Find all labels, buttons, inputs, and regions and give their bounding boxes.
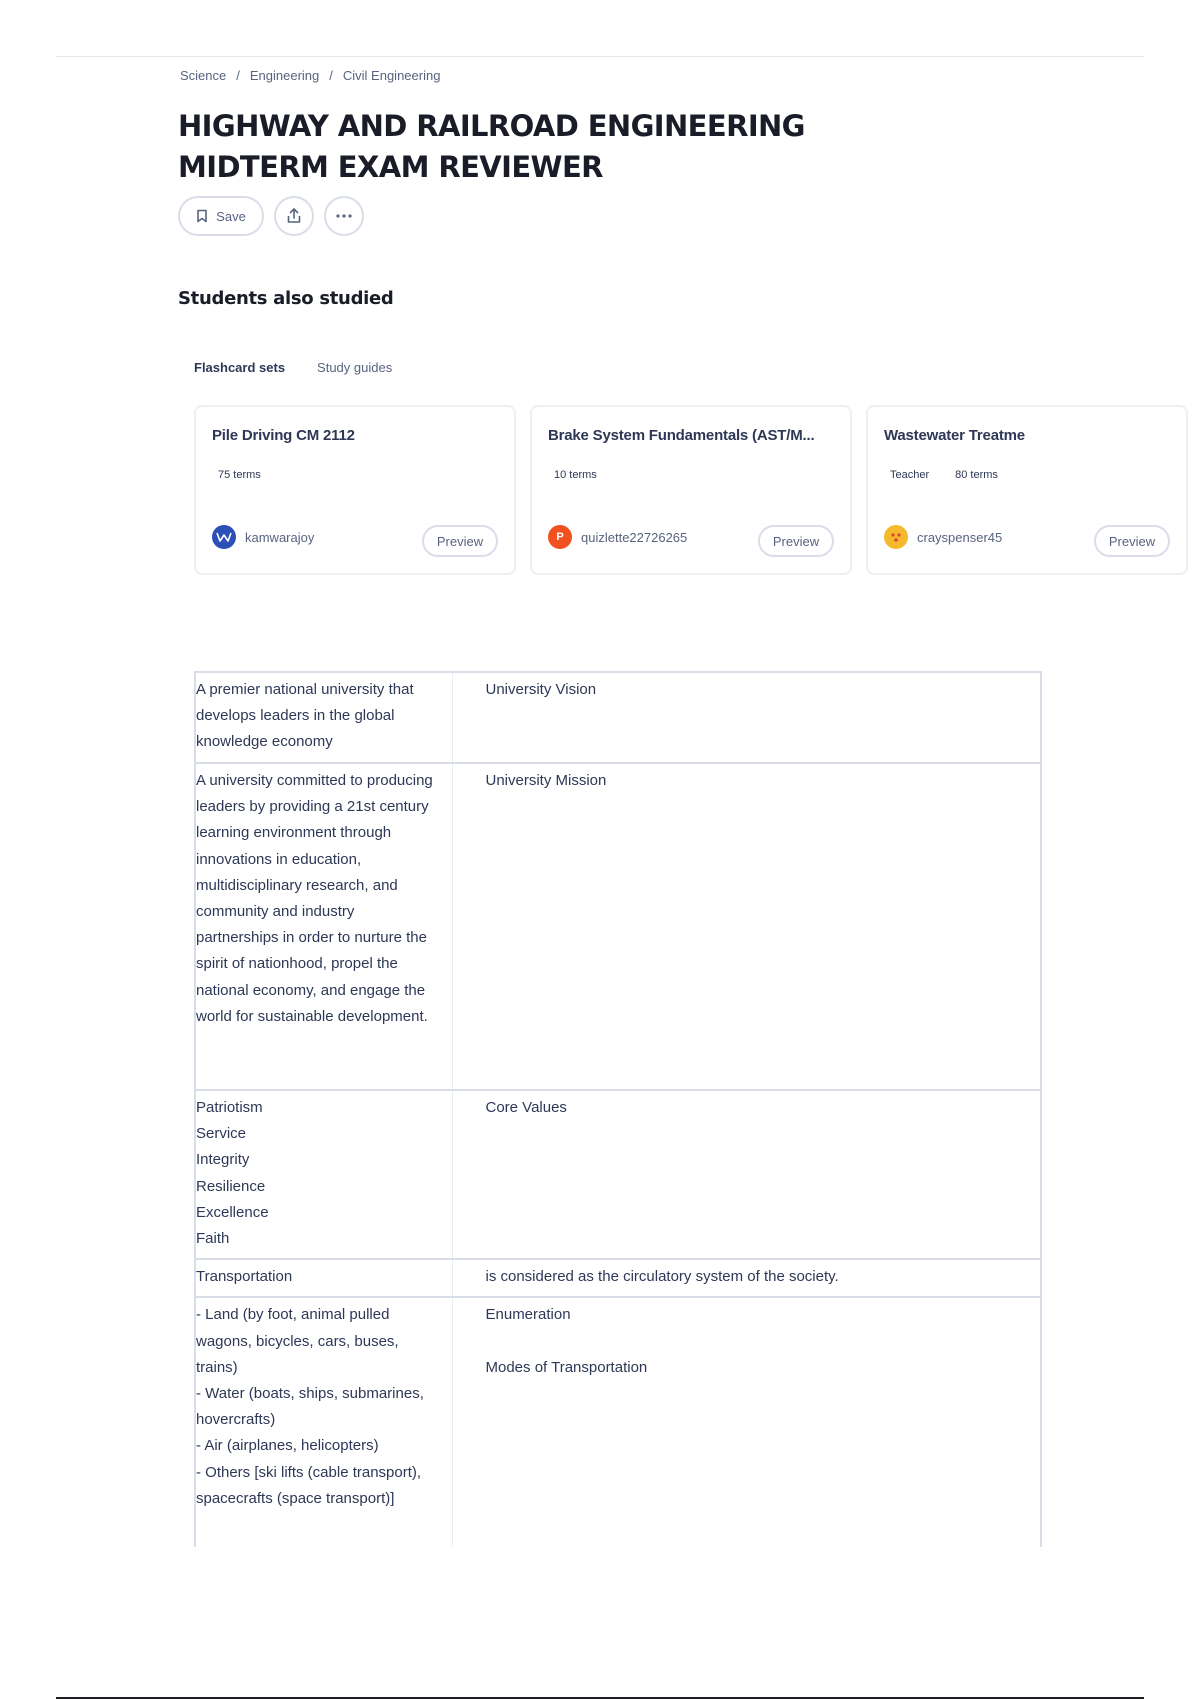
study-set-card[interactable] bbox=[194, 405, 516, 575]
study-set-card[interactable] bbox=[866, 405, 1188, 575]
share-icon bbox=[285, 207, 303, 225]
preview-button[interactable]: Preview bbox=[758, 525, 834, 557]
logo-icon bbox=[216, 532, 232, 542]
term-count: 10 terms bbox=[554, 469, 597, 481]
breadcrumb-science[interactable]: Science bbox=[180, 68, 227, 83]
term-cell: Transportation bbox=[195, 1259, 452, 1297]
breadcrumb-separator: / bbox=[329, 68, 333, 83]
terms-table bbox=[194, 671, 1042, 1547]
table-row bbox=[195, 1090, 1041, 1259]
definition-cell: is considered as the circulatory system of the society. bbox=[452, 1259, 1041, 1297]
top-divider bbox=[56, 56, 1144, 57]
table-row bbox=[195, 672, 1041, 763]
table-row bbox=[195, 1297, 1041, 1547]
term-cell: A premier national university that develops leaders in the global knowledge economy bbox=[195, 672, 452, 763]
more-icon bbox=[335, 213, 353, 219]
definition-cell: Core Values bbox=[452, 1090, 1041, 1259]
bottom-divider bbox=[56, 1697, 1144, 1699]
avatar bbox=[884, 525, 908, 549]
avatar bbox=[212, 525, 236, 549]
related-sets-carousel bbox=[194, 405, 1156, 575]
card-author[interactable] bbox=[212, 525, 314, 549]
card-title: Wastewater Treatme bbox=[884, 427, 1025, 444]
term-count: 80 terms bbox=[955, 469, 998, 481]
avatar: P bbox=[548, 525, 572, 549]
author-name: kamwarajoy bbox=[245, 529, 315, 545]
study-tabs bbox=[194, 360, 392, 375]
save-button[interactable] bbox=[178, 196, 264, 236]
study-set-card[interactable] bbox=[530, 405, 852, 575]
tab-study-guides[interactable]: Study guides bbox=[317, 360, 393, 375]
term-count: 75 terms bbox=[218, 469, 261, 481]
more-button[interactable] bbox=[324, 196, 364, 236]
definition-cell: University Mission bbox=[452, 763, 1041, 1090]
term-cell: A university committed to producing leaders by providing a 21st century learning environment through innovations in education, multidisciplinary research, and community and industry partnerships in order to nurture the spirit of nationhood, propel the national economy, and engage the world for sustainable development. bbox=[195, 763, 452, 1090]
author-name: crayspenser45 bbox=[917, 529, 1003, 545]
term-cell: - Land (by foot, animal pulled wagons, bicycles, cars, buses, trains) - Water (boats, ships, submarines, hovercrafts) - Air (airplanes, helicopters) - Others [ski lifts (cable transport), spacecrafts (space transport)] bbox=[195, 1297, 452, 1547]
card-author[interactable] bbox=[884, 525, 1002, 549]
card-meta bbox=[890, 469, 998, 481]
students-also-studied-heading: Students also studied bbox=[178, 288, 394, 309]
bookmark-icon bbox=[196, 209, 208, 223]
tab-flashcard-sets[interactable]: Flashcard sets bbox=[194, 360, 286, 375]
card-meta bbox=[554, 469, 597, 481]
definition-cell: University Vision bbox=[452, 672, 1041, 763]
emoji-icon bbox=[888, 529, 904, 545]
card-author[interactable] bbox=[548, 525, 687, 549]
preview-button[interactable]: Preview bbox=[422, 525, 498, 557]
share-button[interactable] bbox=[274, 196, 314, 236]
card-title: Brake System Fundamentals (AST/M... bbox=[548, 427, 815, 444]
definition-cell: Enumeration Modes of Transportation bbox=[452, 1297, 1041, 1547]
set-actions bbox=[178, 196, 364, 236]
preview-button[interactable]: Preview bbox=[1094, 525, 1170, 557]
term-cell: Patriotism Service Integrity Resilience Excellence Faith bbox=[195, 1090, 452, 1259]
author-name: quizlette22726265 bbox=[581, 529, 688, 545]
breadcrumb-civil-engineering[interactable]: Civil Engineering bbox=[342, 68, 441, 83]
breadcrumb bbox=[180, 68, 440, 83]
page-title: HIGHWAY AND RAILROAD ENGINEERING MIDTERM EXAM REVIEWER bbox=[178, 109, 805, 184]
save-label: Save bbox=[216, 208, 246, 224]
breadcrumb-engineering[interactable]: Engineering bbox=[249, 68, 320, 83]
table-row bbox=[195, 1259, 1041, 1297]
card-meta bbox=[218, 469, 261, 481]
teacher-badge: Teacher bbox=[890, 469, 930, 481]
card-title: Pile Driving CM 2112 bbox=[212, 427, 355, 444]
breadcrumb-separator: / bbox=[236, 68, 240, 83]
table-row bbox=[195, 763, 1041, 1090]
